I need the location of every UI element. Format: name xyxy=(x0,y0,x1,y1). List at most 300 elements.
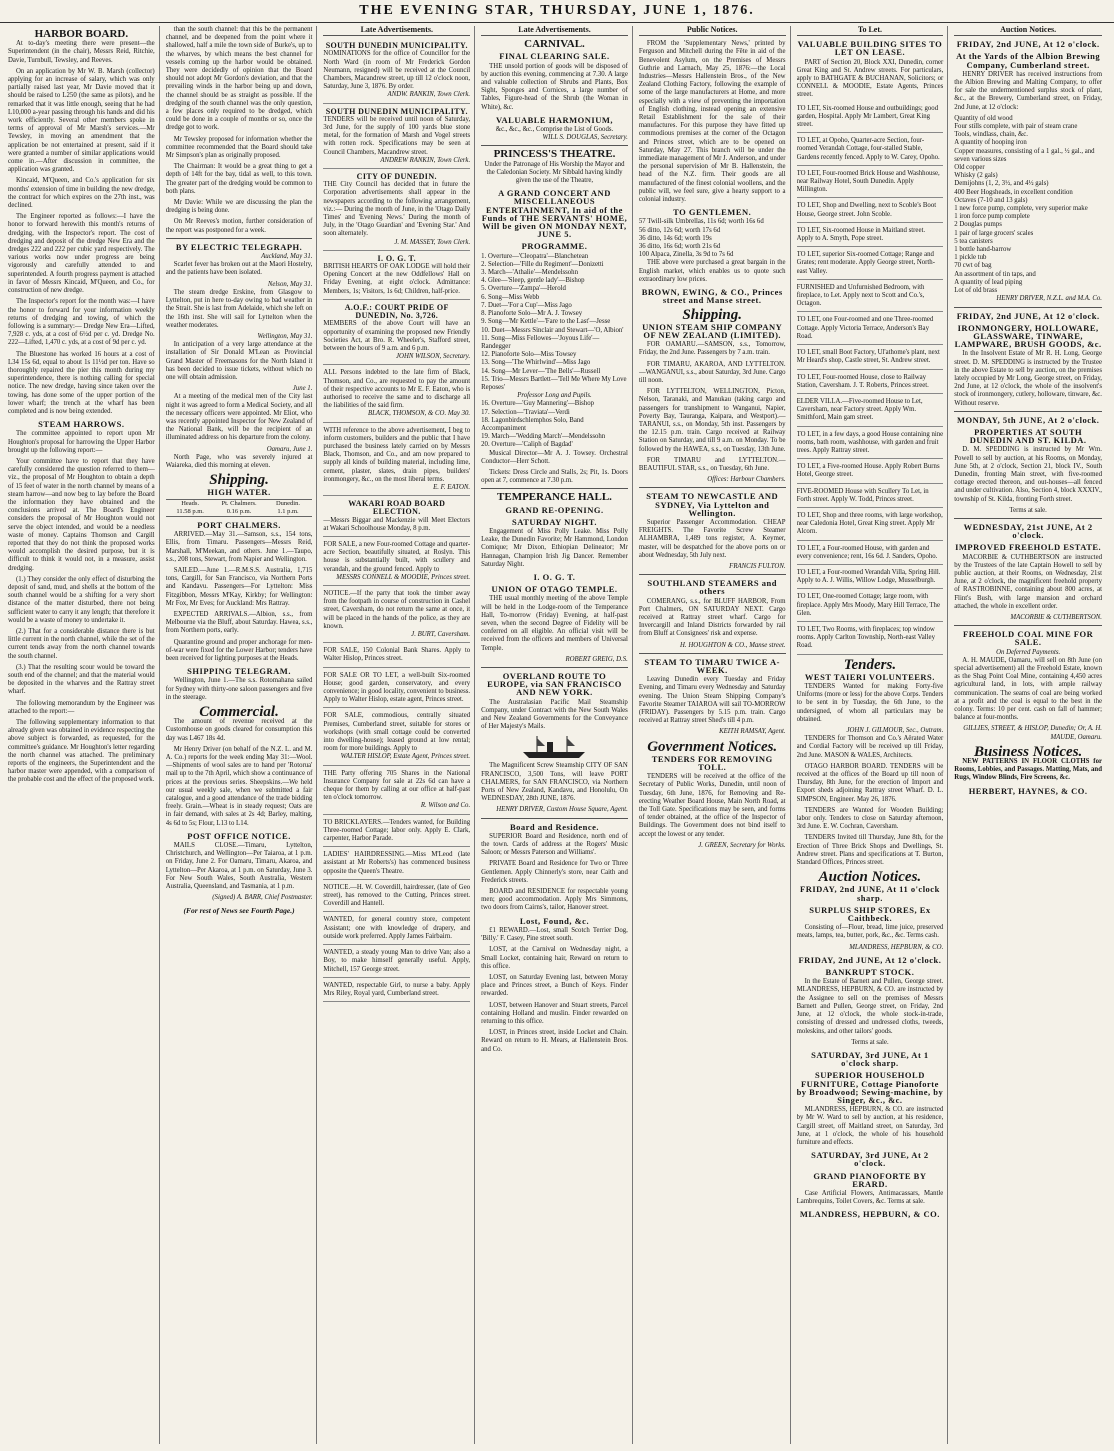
ad-body: WANTED, respectable Girl, to nurse a baby. Apply Mrs Riley, Royal yard, Cumberland street. xyxy=(323,981,471,997)
albion-brewery-heading: At the Yards of the Albion Brewing Company, Cumberland street. xyxy=(956,51,1101,70)
paragraph: TENDERS are Wanted for Wooden Building; labor only. Tenders to close on Saturday afternoon, 3rd June. E. W. Cochran, Caversham. xyxy=(796,806,944,831)
paragraph: Case Artificial Flowers, Antimacassars, Mantle Lambrequins, Toilet Covers, &c. Terms at sale. xyxy=(796,1189,944,1206)
divider xyxy=(166,238,313,239)
steam-harrows-heading: STEAM HARROWS. xyxy=(38,419,125,430)
paragraph: The Bluestone has worked 16 hours at a cost of L34 15s 6d, equal to about 1s 11½d per ton. Have so thoroughly repaired the pier this month during my superintendence, there is nothing calling for special notice. The new dredge, having since taken over the towing, has done some of the upper portion of the lower wharf; the trench at the wharf has been completed and is now being extended. xyxy=(8,350,155,415)
programme-item: 14. Song—Mr Lever—'The Bells'—Russell xyxy=(481,367,601,375)
paragraph: TENDERS for Thomson and Co.'s Aërated Water and Cordial Factory will be received up till Friday, 2nd June. MASON & WALES, Architects. xyxy=(796,735,944,759)
ad-body: NOTICE.—If the party that took the timber away from the footpath in course of construction in Cashel street, Caversham, do not return the same at once, it will be placed in the hands of the police, as they are known. xyxy=(323,589,471,630)
price-item: 36 ditto, 16s 6d; worth 21s 6d xyxy=(638,243,721,251)
steamship-icon xyxy=(519,734,589,760)
signature: MLANDRESS, HEPBURN, & CO. xyxy=(849,943,944,951)
signature: FRANCIS FULTON. xyxy=(729,562,786,570)
column-2 xyxy=(166,26,318,1444)
paragraph: Mr Tewsley proposed for information whether the committee recommended that the Board should take Mr Simpson's plan as originally proposed. xyxy=(165,135,313,160)
list-item: Octaves (7-10 and 13 gals) xyxy=(954,196,1028,204)
price-item: 57 Twill-silk Umbrellas, 11s 6d; worth 16s 6d xyxy=(638,218,764,226)
ad-body: —Messrs Biggar and Mackenzie will Meet Electors at Wakari Schoolhouse Monday, 8 p.m. xyxy=(323,516,471,532)
signature: JOHN J. GILMOUR, Sec., Outram. xyxy=(846,727,944,734)
auction-date: SATURDAY, 3rd JUNE, At 2 o'clock. xyxy=(811,1150,929,1169)
tide-place: Dunedin. xyxy=(275,499,300,507)
tide-place: Pt. Chalmers. xyxy=(221,499,257,507)
list-item: TO LET, small Boot Factory, Ul'athome's plant, next Mr Heard's shop, Castle street, St. Andrew street. xyxy=(797,347,944,369)
telegram-place: Nelson, May 31. xyxy=(267,280,313,288)
advertisement xyxy=(323,425,470,497)
paragraph: Mr Henry Driver (on behalf of the N.Z. L. and M. A. Co.) reports for the week ending May 31:—Wool.—Shipments of wool sales are to hand per 'Rotorua' mail up to the 7th April, which show a continuance of prices at the previous series. Sheepskins.—We held our usual weekly sale, when we submitted a fair catalogue, and a good attendance of the trade bidding freely. Grain.—Wheat is in steady request; Oats are in fair demand, with sales at 2s 4d; Barley, malting, 4s 6d to 5s; Flour, L13 to L14. xyxy=(165,745,313,827)
harbor-board-article xyxy=(8,40,155,784)
paragraph: On Mr Reeves's motion, further consideration of the report was postponed for a week. xyxy=(165,218,313,234)
ad-title: WAKARI ROAD BOARD ELECTION. xyxy=(348,499,446,517)
ad-signature: R. Wilson and Co. xyxy=(420,802,471,810)
government-notices-heading: Government Notices. xyxy=(647,738,778,755)
list-item: TO LET, a Four-roomed Verandah Villa, Spring Hill. Apply to A. J. Willis, Willow Lodge, Musselburgh. xyxy=(797,567,944,589)
auction-date: WEDNESDAY, 21st JUNE, At 2 o'clock. xyxy=(963,521,1093,541)
paragraph: THE unsold portion of goods will be disposed of by auction this evening, commencing at 7.30. A large and valuable collection of Shrubs and Plants, Box Sight, Sponges and Cornices, a large number of Tables, Figure-head of the Shrub (the Woman in White), &c. xyxy=(481,62,628,111)
shipping-heading: Shipping. xyxy=(209,472,269,489)
ad-signature: JOHN WILSON, Secretary. xyxy=(396,353,471,361)
list-item: TO LET, Four-roomed Brick House and Washhouse, near Railway Hotel, South Dunedin. Apply Millington. xyxy=(797,168,944,199)
list-item: 1 pair of large grocers' scales xyxy=(954,229,1034,237)
harbor-board-heading: HARBOR BOARD. xyxy=(34,28,129,40)
ad-signature: ANDREW RANKIN, Town Clerk. xyxy=(380,156,471,164)
signature: MLANDRESS, HEPBURN, & CO. xyxy=(799,1209,940,1220)
programme-item: 1. Overture—'Cleopatra'—Blanchetean xyxy=(481,252,589,260)
ad-title: A.O.F.: COURT PRIDE OF DUNEDIN, No. 3,726. xyxy=(344,302,449,321)
volunteers-heading: WEST TAIERI VOLUNTEERS. xyxy=(804,671,935,682)
price-item: 56 ditto, 12s 6d; worth 17s 6d xyxy=(638,226,721,234)
theatre-heading: PRINCESS'S THEATRE. xyxy=(493,148,616,161)
ad-body: FOR SALE OR TO LET, a well-built Six-roomed House; good garden, conservatory, and every convenience; in good locality, convenient to business. Apply to Walter Hislop, estate agent, Princes street. xyxy=(323,671,471,704)
southland-heading: SOUTHLAND STEAMERS and others xyxy=(647,578,777,597)
programme-item: 6. Song—Miss Webb xyxy=(481,293,540,301)
advertisement xyxy=(323,710,470,765)
paragraph: The Chairman: It would be a great thing to get a depth of 14ft for the bay, tidal as well, to this town. The greater part of the dredging would be common to both plans. xyxy=(165,163,313,195)
list-item: FIVE-ROOMED House with Scullery To Let, in Forth street. Apply W. Todd, Princes street. xyxy=(797,486,944,508)
list-item: 5 tea canisters xyxy=(954,237,993,245)
programme-item: 2. Selection—'Fille du Regiment'—Donizetti xyxy=(481,260,604,268)
paragraph: TENDERS Wanted for making Forty-five Uniforms (more or less) for the above Corps. Tenders to be sent in by Tuesday, the 6th June, to the undersigned, of whom all particulars may be obtained. xyxy=(796,682,944,723)
auction-date: FRIDAY, 2nd JUNE, At 12 o'clock. xyxy=(956,39,1100,50)
ad-body: BRITISH HEARTS OF OAK LODGE will hold their Opening Concert at the new Oddfellows' Hall on Friday Evening, at eight o'clock. Admittance: Members, 1s; Visitors, 1s 6d; Children, half-price. xyxy=(323,263,471,295)
list-item: 400 Beer Hogsheads, in excellent condition xyxy=(954,188,1073,196)
paragraph: FOR LYTTELTON, WELLINGTON, Picton, Nelson, Taranaki, and Manukau (taking cargo and passengers for transhipment to Wanganui, Napier, Poverty Bay, Tauranga, Kaipara, and Westport).—TARANUI, s.s., on Monday, 5th inst. Passengers by the 12.15 p.m. train. Cargo received at Railway Station on Saturday, and till 9 a.m. on Monday. To be followed by the HAWEA, s.s., on Tuesday, 13th June. xyxy=(638,388,786,453)
programme-item: 19. March—'Wedding March'—Mendelssohn xyxy=(481,433,606,441)
ad-body: WITH reference to the above advertisement, I beg to inform customers, builders and the public that I have purchased the business lately carried on by Messrs Black, Thomson, and Co., and am now prepared to supply all kinds of building material, including lime, cement, plaster, slates, drain pipes, builders' ironmongery, &c., on the most liberal terms. xyxy=(323,426,471,483)
list-item: ELDER VILLA.—Five-roomed House to Let, Caversham, near Factory street. Apply Wm. Smithford, Main gam street. xyxy=(797,396,944,427)
tide-time: 11.58 p.m. xyxy=(176,507,204,515)
paragraph: A. H. MAUDE, Oamaru, will sell on 8th June (on special advertisement) all the Freehold Estate, known as the Shag Point Coal Mine, containing 4,450 acres agricultural land, in lots, with ample railway communication. The seams of coal are being worked at a profit and the coal is equal to the best in the colony. Terms: 10 per cent. cash on fall of hammer; balance at four-months. xyxy=(954,656,1102,722)
commercial-heading: Commercial. xyxy=(199,704,279,721)
shipping-telegram-heading: SHIPPING TELEGRAM. xyxy=(187,666,291,677)
ad-title: SOUTH DUNEDIN MUNICIPALITY. xyxy=(325,41,468,51)
ad-title: CITY OF DUNEDIN. xyxy=(356,172,437,182)
paragraph: ARRIVED.—May 31.—Samson, s.s., 154 tons, Ellis, from Timaru. Passengers—Messrs Reid, Marshall, M'Meekan, and others. June 1.—Taupo, s.s., 208 tons, Stewart, from Napier and Wellington. xyxy=(165,531,313,563)
paragraph: Quarantine ground and proper anchorage for men-of-war were fixed for the Lower Harbor; tenders have been received for lighting purposes at the Heads. xyxy=(165,638,313,663)
paragraph: OTAGO HARBOR BOARD. TENDERS will be received at the offices of the Board up till noon of Thursday, 8th June, for the erection of Import and Export sheds adjoining Rattray street Wharf. D. L. SIMPSON, Engineer. May 26, 1876. xyxy=(796,762,944,803)
advertisement xyxy=(323,588,470,643)
timaru-heading: STEAM TO TIMARU TWICE A-WEEK. xyxy=(644,656,780,676)
section-header: Late Advertisements. xyxy=(323,26,470,36)
harmonium-text: &c., &c., &c., Comprise the List of Goods. xyxy=(495,126,614,134)
ad-body: NOTICE.—H. W. Coverdill, hairdresser, (late of Geo street), has removed to the Cutting, Princes street. Coverdill and Hantell. xyxy=(323,883,471,908)
paragraph: Leaving Dunedin every Tuesday and Friday Evening, and Timaru every Wednesday and Saturday evening. The Union Steam Shipping Company's Favorite Steamer TAIAROA will sail TO-MORROW (FRIDAY). Passengers by 5.15 p.m. train. Cargo received at Rattray street Shed's till 4 p.m. xyxy=(638,676,786,725)
advertisement xyxy=(323,980,470,1002)
paragraph: EXPECTED ARRIVALS.—Albion, s.s., from Melbourne via the Bluff, about Saturday. Hawea, s.s., from Northern ports, early. xyxy=(165,611,313,635)
advertisement xyxy=(323,645,470,667)
tide-table xyxy=(166,499,313,517)
ad-signature: WALTER HISLOP, Estate Agent, Princes street. xyxy=(340,753,471,761)
ad-signature: E. F. EATON. xyxy=(433,483,471,491)
telegram-text: North Page, who was severely injured at Waiareka, died this morning at eleven. xyxy=(165,453,313,469)
advertisement xyxy=(323,817,470,848)
signature: WILL S. DOUGLAS, Secretary. xyxy=(542,134,628,142)
ad-body: FOR SALE, commodious, centrally situated Premises, Cumberland street, suitable for stores or workshops (with small cottage could be converted into dwelling-house); leased ground at low rental; room for more buildings. Apply to xyxy=(323,712,471,753)
list-item: 1 iron force pump complete xyxy=(954,213,1030,221)
coal-mine-heading: FREEHOLD COAL MINE FOR SALE. xyxy=(963,629,1094,648)
paragraph: LOST, in Princes street, inside Locket and Chain. Reward on return to H. Mears, at Hallenstein Bros. and Co. xyxy=(481,1029,628,1053)
paragraph: NEW PATTERNS IN FLOOR CLOTHS for Rooms, Lobbies, and Passages. Matting, Mats, and Rugs, Window Blinds, Fire Screens, &c. xyxy=(954,758,1102,782)
paragraph: (2.) That for a considerable distance there is but little current in the north channel, while the set of the current tends away from the north channel towards the south channel. xyxy=(8,628,155,660)
list-item: TO LET, at Opoho, Quarter-acre Section, four-roomed Verandah Cottage, four-stalled Stable, Gardens recently fenced. Apply to W. Carey, Opoho. xyxy=(797,135,944,166)
tide-time: 0.16 p.m. xyxy=(226,507,252,515)
columns-grid xyxy=(8,26,1106,1444)
ad-body: ALL Persons indebted to the late firm of Black, Thomson, and Co., are requested to pay the amount of their respective accounts to Mr E. F. Eaton, who is authorised to receive the same and to discharge all the liabilities of the said firm. xyxy=(323,369,471,410)
paragraph: Your committee have to report that they have carefully considered the question referred to them—viz., the proposal of Mr Houghton to obtain a depth of 15 feet of water in the north channel by means of a steam harrow—and now beg to lay before the Board the information they have obtained and the conclusions arrived at. The Board's Engineer considers the proposal of Mr Houghton would not serve the object intended, and would be a needless waste of money. Captains Thomson and Cargill reported that they do not think the proposed works would accomplish the desired purpose, but it is difficult to think it would not, in a measure, assist dredging. xyxy=(8,457,155,572)
paragraph: Musical Director—Mr A. J. Towsey. Orchestral Conductor—Herr Schott. xyxy=(481,449,628,465)
auction-date: FRIDAY, 2nd JUNE, At 12 o'clock. xyxy=(798,954,942,965)
signature: KEITH RAMSAY, Agent. xyxy=(719,728,786,736)
continued-note: (For rest of News see Fourth Page.) xyxy=(183,905,295,915)
programme-item: 17. Selection—'Traviata'—Verdi xyxy=(481,408,570,416)
list-item: 70 cwt of bag xyxy=(954,262,992,270)
union-company-heading: UNION STEAM SHIP COMPANY OF NEW ZEALAND (LIMITED). xyxy=(642,321,783,340)
paragraph: THE usual monthly meeting of the above Temple will be held in the Lodge-room of the Temperance Hall, To-morrow (Friday) Evening, at half-past seven, when the second Degree of Fidelity will be conferred on all eligible. An official visit will be received from the officers and members of Universal Temple. xyxy=(481,595,628,652)
paragraph: MACORBIE & CUTHBERTSON are instructed by the Trustees of the late Captain Howell to sell by public auction, at their Rooms, on Wednesday, 21st June, at 2 o'clock, the magnificent freehold property of RASTROBINNE, containing about 800 acres, at Flint's Bush, with large mansion and orchard attached, the whole in excellent order. xyxy=(954,553,1102,610)
temperance-night: SATURDAY NIGHT. xyxy=(512,516,597,527)
iogt-subheading: UNION OF OTAGO TEMPLE. xyxy=(491,584,618,595)
divider xyxy=(954,518,1102,519)
list-item: FURNISHED and Unfurnished Bedroom, with fireplace, to Let. Apply next to Scott and Co.'s, Octagon. xyxy=(797,282,944,313)
programme-item: 18. Lagonbirdschlemphos Solo, Band Accompaniment xyxy=(481,416,584,432)
coal-subheading: On Deferred Payments. xyxy=(996,648,1061,656)
list-item: TO LET, superior Six-roomed Cottage; Range and Grates; rent moderate. Apply George street, North-east Valley. xyxy=(797,249,944,280)
ad-body: MEMBERS of the above Court will have an opportunity of examining the proposed new Friendly Societies Act, at Bro. R. Wheeler's, Stafford street, between the hours of 9 a.m. and 6 p.m. xyxy=(323,320,471,352)
signature: Offices: Harbour Chambers. xyxy=(707,476,786,484)
list-item: TO LET, a Five-roomed House. Apply Robert Burns Hotel, George street. xyxy=(797,461,944,483)
furniture-heading: SUPERIOR HOUSEHOLD FURNITURE, Cottage Pianoforte by Broadwood; Sewing-machine, by Singer, &c., &c. xyxy=(796,1070,944,1105)
programme-item: 11. Song—Miss Fellowes—'Joyous Life'—Randegger xyxy=(481,334,600,350)
paragraph: LOST, between Hanover and Stuart streets, Parcel containing Holland and muslin. Finder rewarded on returning to this office. xyxy=(481,1001,628,1025)
programme-item: 16. Overture—'Guy Mannering'—Bishop xyxy=(481,400,595,408)
list-item: 1 pickle tub xyxy=(954,254,987,262)
high-water-heading: HIGH WATER. xyxy=(207,487,271,498)
paragraph: Consisting of—Flour, bread, lime juice, preserved meats, lamps, tea, butter, pork, &c., &c. Terms cash. xyxy=(796,924,944,940)
paragraph: FOR TIMARU and LYTTELTON.—BEAUTIFUL STAR, s.s., on Tuesday, 6th June. xyxy=(638,456,786,472)
ad-body: THE City Council has decided that in future the Corporation advertisements shall appear in the newspapers according to the following arrangement, viz.:— During the month of June, in the 'Otago Daily Times' and 'Evening News.' During the month of July, in the 'Otago Guardian' and 'Evening Star.' And soon alternately. xyxy=(323,181,471,238)
paragraph: The Engineer reported as follows:—I have the honor to forward herewith this month's returns of dredging, with the Inspector's report. The cost of dredging and deposit of the dredge New Era and the dredges 222 and 222 per cubic yard respectively. The various works now under progress are being vigorously and carefully attended to and superintended. A fourth progress payment is attached in favor of Messrs Kincaid, M'Queen, and Co., for construction of new dredge. xyxy=(8,213,155,295)
column-5 xyxy=(639,26,791,1444)
column-7 xyxy=(954,26,1106,1444)
programme-item: 8. Pianoforte Solo—Mr A. J. Towsey xyxy=(481,310,583,318)
divider xyxy=(481,488,628,489)
paragraph: HENRY DRIVER has received instructions from the Albion Brewing and Malting Company, to offer for sale the undermentioned surplus stock of plant, &c., at the Brewery, Cumberland street, on Friday, 2nd June, at 12 o'clock: xyxy=(954,70,1102,111)
divider xyxy=(954,411,1102,412)
paragraph: £1 REWARD.—Lost, small Scotch Terrier Dog, 'Billy.' F. Casey, Pine street south. xyxy=(481,926,628,943)
ad-body: WANTED, a steady young Man to drive Van; also a Boy, to make himself generally useful. Apply, Mitchell, 157 George street. xyxy=(323,949,471,973)
list-item: TO LET, one Four-roomed and one Three-roomed Cottage. Apply Victoria Terrace, Anderson's Bay Road. xyxy=(797,314,944,345)
telegram-place: June 1. xyxy=(292,385,313,393)
list-item: TO LET, Shop and Dwelling, next to Scoble's Boot House, George street. John Scoble. xyxy=(797,200,944,222)
paragraph: Engagement of Miss Polly Leake. Miss Polly Leake, the Dunedin Favorite; Mr Hammond, London Comique; Mr Dixon, Ethiopian Delineator; Mr Hannagan, Champion Irish Jig Dancer. Remember Saturday Night. xyxy=(481,527,628,568)
to-let-list xyxy=(797,103,944,655)
section-header: Auction Notices. xyxy=(954,26,1102,36)
auction-notices-heading: Auction Notices. xyxy=(818,869,922,886)
paragraph: THE above were purchased a great bargain in the English market, which enables us to quote such extraordinary low prices. xyxy=(638,259,786,283)
list-item: Whisky (2 gals) xyxy=(954,172,998,180)
programme-item: 15. Trio—Messrs Bartlett—'Tell Me Where My Love Reposes' xyxy=(481,375,627,391)
ad-body: LADIES' HAIRDRESSING.—Miss M'Leod (late assistant at Mr Roberts's) has commenced business opposite the Queen's Theatre. xyxy=(323,851,471,875)
paragraph: Superior Passenger Accommodation. CHEAP FREIGHTS. The Favorite Screw Steamer ALHAMBRA, 1,489 tons register, A. Keymer, master, will be despatched for the above ports on or about Wednesday, 5th July next. xyxy=(638,518,786,559)
theatre-text: Under the Patronage of His Worship the Mayor and the Caledonian Society. Mr Sibbald having kindly given the use of the Theatre, xyxy=(484,160,625,185)
paragraph: MAILS CLOSE.—Timaru, Lyttelton, Christchurch, and Wellington—Per Taiaroa, at 1 p.m. on Friday, June 2. For Oamaru, Timaru, Akaroa, and Lyttelton—Per Akaroa, at 1 p.m. on Saturday, June 3. For New South Wales, South Australia, Western Australia, Queensland, and Tasmania, at 1 p.m. xyxy=(165,842,313,891)
telegram-place: Wellington, May 31. xyxy=(257,332,313,340)
list-item: TO LET, a Four-roomed House, with garden and every convenience; rent, 16s 6d. J. Sanders, Opoho. xyxy=(797,543,944,565)
ad-body: TO BRICKLAYERS.—Tenders wanted, for Building Three-roomed Cottage; labor only. Apply E. Clark, carpenter, Harbor Parade. xyxy=(323,818,471,843)
ad-title: SOUTH DUNEDIN MUNICIPALITY. xyxy=(325,106,468,116)
paragraph: The Magnificent Screw Steamship CITY OF SAN FRANCISCO, 3,500 Tons, will leave PORT CHALMERS, for SAN FRANCISCO, via Northern Ports of New Zealand, Kandavu, and Honolulu, On WEDNESDAY, 28th JUNE, 1876. xyxy=(481,762,628,803)
ad-body: THE Party offering 705 Shares in the National Insurance Company for sale at 22s 6d can have a cheque for them by calling at our office at half-past ten o'clock tomorrow. xyxy=(323,769,471,802)
advertisement xyxy=(323,498,470,537)
divider xyxy=(954,625,1102,626)
paragraph: LOST, at the Carnival on Wednesday night, a Small Locket, containing hair, Reward on return to this office. xyxy=(481,946,628,970)
paragraph: Mr Davie: While we are discussing the plan the dredging is being done. xyxy=(165,199,313,215)
list-item: 1 new force pump, complete, very superior make xyxy=(954,205,1088,213)
divider xyxy=(639,487,786,488)
port-chalmers-heading: PORT CHALMERS. xyxy=(197,519,281,530)
divider xyxy=(481,818,628,819)
list-item: A quantity of hooping iron xyxy=(954,139,1027,147)
list-item: TO LET, in a few days, a good House containing nine rooms, bath room, washhouse, with garden and fruit trees. Apply Rattray street. xyxy=(797,429,944,460)
masthead: THE EVENING STAR, THURSDAY, JUNE 1, 1876. xyxy=(0,0,1114,23)
paragraph: Kincaid, M'Queen, and Co.'s application for six months' extension of time in building the new dredge, the contract for which expires on the 27th inst., was declined. xyxy=(8,177,155,210)
list-item: Four stills complete, with pair of steam crane xyxy=(954,123,1078,131)
paragraph: SUPERIOR Board and Residence, north end of the town. Cards of address at the Rogers' Music Saloon; or Messrs Paterson and Williams'. xyxy=(481,832,628,857)
paragraph: SAILED.—June 1.—R.M.S.S. Australia, 1,715 tons, Cargill, for San Francisco, via Northern Ports and Kandavu. Passengers—For Lyttelton: Miss Fitzgibbon, Messrs M'Kay, Kirkby; for Wellington: Mr Fox, Mr Eves; for Auckland: Mrs Rattray. xyxy=(165,566,313,607)
auction-date: SATURDAY, 3rd JUNE, At 1 o'clock sharp. xyxy=(811,1049,929,1069)
terms: Terms at sale. xyxy=(851,1038,889,1046)
advertisement xyxy=(323,947,470,978)
iogt-heading: I. O. G. T. xyxy=(533,571,576,582)
advertisement xyxy=(323,367,470,422)
ad-body: FOR SALE, a new Four-roomed Cottage and quarter-acre Section, beautifully situated, at Roslyn. This house is substantially built, with scullery and verandah, and the ground fenced. Apply to xyxy=(323,540,471,573)
list-item: A quantity of lead piping xyxy=(954,278,1023,286)
advertisement xyxy=(323,302,470,365)
paragraph: (1.) They consider the only effect of disturbing the deposit of sand, mud, and shells at the bottom of the south channel would be a shifting for a very short distance of the matter disturbed, there not being sufficient water to carry it any length; that therefore it would be a waste of money to undertake it. xyxy=(8,575,155,624)
divider xyxy=(481,667,628,668)
telegram-text: In anticipation of a very large attendance at the installation of Sir Donald M'Lean as Provincial Grand Master of Freemasons for the North Island it has been decided to issue tickets, without which no one will obtain admission. xyxy=(165,341,313,381)
harmonium-heading: VALUABLE HARMONIUM, xyxy=(495,114,613,125)
list-item: Demijohns (1, 2, 3½, and 4½ gals) xyxy=(954,180,1049,188)
gentlemen-heading: TO GENTLEMEN. xyxy=(673,207,752,218)
advertisement xyxy=(323,106,470,169)
ad-body: WANTED, for general country store, competent Assistant; one with knowledge of drapery, and outside work preferred. Apply James Fairbairn. xyxy=(323,916,471,940)
telegram-text: The steam dredge Erskine, from Glasgow to Lyttelton, put in here to-day owing to bad weather in the Strait. She is last from Adelaide, which she left on the 16th inst. She will sail for Lyttelton when the weather moderates. xyxy=(165,288,313,329)
programme-item: 4. Glee—'Sleep, gentle lady'—Bishop xyxy=(481,277,585,285)
telegram-text: Scarlet fever has broken out at the Maori Hostelry, and the patients have been isolated. xyxy=(165,261,313,277)
surplus-stores-heading: SURPLUS SHIP STORES, Ex Caithbeck. xyxy=(809,904,931,924)
column-1 xyxy=(8,26,160,1444)
programme-list-part2 xyxy=(481,400,628,449)
list-item: TO LET, Six-roomed House and outbuildings; good garden, Hospital. Apply Mr Lambert, Great King street. xyxy=(797,103,944,134)
list-item: Copper measures, consisting of a 1 gal., ½ gal., and seven various sizes xyxy=(954,147,1095,163)
programme-item: 20. Overture—'Caliph of Bagdad' xyxy=(481,441,573,449)
bankrupt-stock-heading: BANKRUPT STOCK. xyxy=(825,967,915,978)
ad-signature: J. M. MASSEY, Town Clerk. xyxy=(394,238,471,246)
paragraph: FOR TIMARU, AKAROA, AND LYTTELTON.—WANGANUI, s.s., about Saturday, 3rd June. Cargo till noon. xyxy=(638,360,786,384)
list-item: TO LET, Two Rooms, with fireplaces; top window rooms. Apply Carlton Township, North-east Valley Road. xyxy=(797,624,944,655)
paragraph: The following memorandum by the Engineer was attached to the report:— xyxy=(8,699,155,715)
tide-place: Heads. xyxy=(181,499,200,507)
paragraph: PRIVATE Board and Residence for Two or Three Gentlemen. Apply Chinnerly's store, near Caith and Frederick streets. xyxy=(481,860,628,884)
shipping-heading: Shipping. xyxy=(682,306,743,323)
ad-body: FOR SALE, 150 Colonial Bank Shares. Apply to Walter Hislop, Princes street. xyxy=(323,647,471,663)
paragraph: In the Estate of Barnett and Pullen, George street. MLANDRESS, HEPBURN, & CO. are instructed by the Assignee to sell on the premises of Messrs Barnett and Pullen, George street, on Friday, 2nd June, at 12 o'clock, the whole stock-in-trade, consisting of dressed and undressed cloths, tweeds, moleskins, and other tailors' goods. xyxy=(796,978,944,1035)
price-list xyxy=(639,218,786,259)
piano-heading: GRAND PIANOFORTE BY ERARD. xyxy=(813,1170,927,1189)
list-item: Old copper xyxy=(954,164,985,172)
telegram-place: Auckland, May 31. xyxy=(261,253,313,261)
paragraph: FROM the 'Supplementary News,' printed by Ferguson and Mitchell during the Fête in aid of the Benevolent Asylum, on the Premises of Messrs Guthrie and Larnach, May 25, 1876:—the Local Industries—Messrs Hallenstein Bros., of the New Zealand Clothing Factory, following the example of some of the large manufacturers at Home, and more especially with a view of preventing the importation of English clothing, instead opening an extensive Retail Establishment for the sale of their manufactures. For this purpose they have fitted up commodious premises at the corner of the Octagon and Princes street, which are to be opened on Saturday, May 27. This branch will be under the immediate management of Mr J. Anderson, and under the personal supervision of Mr B. Hallenstein, the head of the N.Z. firm. Their goods are all manufactured of the finest colonial woollens, and the public will, we feel sure, give a hearty support to a colonial industry. xyxy=(638,40,786,204)
paragraph: COMERANG, s.s., for BLUFF HARBOR, From Port Chalmers, ON SATURDAY NEXT. Cargo received at Rattray street wharf. Cargo for Invercargill and Inland Districts forwarded by rail from Bluff at Consignees' risk and expense. xyxy=(638,597,786,638)
tenders-heading: Tenders. xyxy=(843,656,897,673)
telegram-place: Oamaru, June 1. xyxy=(266,445,313,453)
signature: MACORBIE & CUTHBERTSON. xyxy=(1010,614,1102,621)
concert-heading: A GRAND CONCERT AND MISCELLANEOUS ENTERTAINMENT, In aid of the Funds of THE SERVANTS' HOME, Will be given ON MONDAY NEXT, JUNE 5. xyxy=(481,188,628,240)
toll-tender-heading: TENDERS FOR REMOVING TOLL. xyxy=(651,753,773,773)
paragraph: D. M. SPEDDING is instructed by Mr Wm. Powell to sell by auction, at his Rooms, on Monday, June 5th, at 2 o'clock, Section 21, block IV., South Dunedin, fronting Main street, with five-roomed cottage erected thereon, and out-houses—all fenced and under cultivation. Also, Section 4, block XXXIV., township of St. Kilda, fronting Forth street. xyxy=(954,446,1102,503)
programme-item: 13. Song—'The Whirlwind'—Miss Jago xyxy=(481,359,591,367)
signature: (Signed) A. BARR, Chief Postmaster. xyxy=(212,894,313,902)
plant-list xyxy=(954,115,1102,295)
paragraph: Tickets: Dress Circle and Stalls, 2s; Pit, 1s. Doors open at 7, commence at 7.30 p.m. xyxy=(481,468,628,485)
paragraph: TENDERS will be received at the office of the Secretary of Public Works, Dunedin, until noon of Tuesday, 6th June, 1876, for Removing and Re-erecting Weather Board House, Main North Road, at the Toll Gate. Specifications may be seen, and forms of tender obtained, at the office of the Inspector of Buildings. The Government does not bind itself to accept the lowest or any tender. xyxy=(638,773,786,838)
divider xyxy=(639,574,786,575)
paragraph: TENDERS Invited till Thursday, June 8th, for the Erection of Three Brick Shops and Dwellings, St. Andrew street. Plans and specifications at T. Burton, Standard Offices, Princes street. xyxy=(796,834,944,867)
list-item: 1 bottle hand-barrow xyxy=(954,246,1012,254)
temperance-heading: TEMPERANCE HALL. xyxy=(497,491,612,504)
list-item: An assortment of tin taps, and xyxy=(954,270,1036,278)
advertisement xyxy=(323,40,470,103)
paragraph: MLANDRESS, HEPBURN, & CO. are instructed by Mr W. Ward to sell by auction, at his residence, Cargill street, off Maitland street, on Saturday, 3rd June, at 1 o'clock, the whole of his household furniture and effects. xyxy=(796,1106,944,1146)
carnival-heading: CARNIVAL. xyxy=(524,38,585,51)
programme-item: 3. March—'Athalie'—Mendelssohn xyxy=(481,269,578,277)
list-item: TO LET, Shop and three rooms, with large workshop, near Caledonia Hotel, Great King street. Apply Mr Alcorn. xyxy=(797,510,944,541)
advertisement xyxy=(323,882,470,913)
signature: J. GREEN, Secretary for Works. xyxy=(698,841,786,849)
paragraph: In the Insolvent Estate of Mr R. H. Long, George street. D. M. SPEDDING is instructed by the Trustee in the above Estate to sell by auction, on the premises lately occupied by Mr Long, George street, on Friday, 2nd June, at 12 o'clock, the whole of the insolvent's stock of ironmongery, cutlery, holloware, tinware, &c. Without reserve. xyxy=(954,350,1102,407)
ad-signature: BLACK, THOMSON, & CO. May 30. xyxy=(367,410,471,418)
programme-note: Professor Long and Pupils. xyxy=(517,392,592,400)
paragraph: The following supplementary information to that already given was obtained in evidence respecting the above subject is forwarded, as requested, for the committee's guidance. Mr Houghton's letter regarding the north channel was attached. The preliminary reports of the engineers, the Superintendent and the harbor master were appended, with a comparison of the probable cost and the effect of the proposed work. xyxy=(8,719,155,784)
telegram-list xyxy=(166,253,313,470)
paragraph: The Inspector's report for the month was:—I have the honor to forward for your information weekly returns of dredging and towing, of which the following is a summary:— Dredge New Era—Lifted, 7,928 c. yds, at a cost of 6½d per c. yd. Dredge No. 222—Lifted, 1,470 c. yds, at a cost of 9d per c. yd. xyxy=(8,298,155,347)
ad-title: I. O. G. T. xyxy=(377,253,417,263)
list-item: 2 Douglas pumps xyxy=(954,221,1002,229)
divider xyxy=(639,653,786,654)
telegram-text: At a meeting of the medical men of the City last night it was agreed to form a Medical Society, and all the necessary officers were appointed. Mr Eliot, who was recently appointed Inspector for New Zealand of the National Bank, will be the recipient of an illuminated address on his departure from the colony. xyxy=(165,393,313,442)
ad-signature: J. BURT, Caversham. xyxy=(411,631,471,638)
paragraph: PART of Section 20, Block XXI, Dunedin, corner Great King and St. Andrew streets. For particulars, apply to BATHGATE & BUCHANAN, Solicitors; or CONNELL & MOODIE, Estate Agents, Princes street. xyxy=(796,58,944,99)
programme-list xyxy=(481,253,628,392)
paragraph: The Australasian Pacific Mail Steamship Company, under Contract with the New South Wales and New Zealand Governments for the Conveyance of Her Majesty's Mails. xyxy=(481,698,628,731)
paragraph: The amount of revenue received at the Customhouse on goods cleared for consumption this day was L467 18s 4d. xyxy=(165,718,313,742)
list-item: TO LET, Four-roomed House, close to Railway Station, Caversham. J. T. Roberts, Princes street. xyxy=(797,372,944,394)
signature: H. HOUGHTON & CO., Manse street. xyxy=(680,641,786,649)
paragraph: Wellington, June 1.—The s.s. Rotomahana sailed for Sydney with thirty-one saloon passengers and five in the steerage. xyxy=(165,677,313,701)
divider xyxy=(481,145,628,146)
list-item: Tools, windlass, chain, &c. xyxy=(954,131,1028,139)
paragraph: BOARD and RESIDENCE for respectable young men; good accommodation. Apply Mrs Simmons, two doors from Cairns's, tailor, Hanover street. xyxy=(481,888,628,912)
column-6 xyxy=(797,26,949,1444)
list-item: TO LET, Six-roomed House in Maitland street. Apply to A. Smyth, Pope street. xyxy=(797,225,944,247)
advertisement xyxy=(323,171,470,251)
post-office-heading: POST OFFICE NOTICE. xyxy=(187,830,291,841)
advertisement xyxy=(323,670,470,709)
divider xyxy=(954,307,1102,308)
paragraph: At to-day's meeting there were present—the Superintendent (in the chair), Messrs Reid, Ritchie, Davie, Turnbull, Tewsley, and Reeves. xyxy=(8,40,155,64)
programme-heading: PROGRAMME. xyxy=(521,241,588,252)
ad-signature: ANDW. RANKIN, Town Clerk. xyxy=(387,91,471,99)
programme-item: 7. Duet—'For a Cup'—Miss Jago xyxy=(481,301,572,309)
building-sites-heading: VALUABLE BUILDING SITES TO LET ON LEASE. xyxy=(797,39,943,58)
advertisement xyxy=(323,539,470,586)
board-heading: Board and Residence. xyxy=(509,821,600,832)
lost-found-heading: Lost, Found, &c. xyxy=(519,915,590,926)
signature: HERBERT, HAYNES, & CO. xyxy=(968,785,1088,796)
list-item: Quantity of old wood xyxy=(954,114,1013,122)
paragraph: than the south channel: that this be the permanent channel, and be deepened from the point where it shallowed, half a mile the town side of Burke's, up to the wharves, by which means the best channel for vessels coming up the harbor would be obtained. They were decidedly of opinion that the Board should not adopt Mr Gordon's deviation, and that the prevailing winds in the harbor being up and down, the channel should be as straight as possible. If the dredging of the south channel was the only question, a few places only required to be dredged, which could be done in a couple of months or so, once the dredge got to work. xyxy=(165,26,313,132)
auction-date: FRIDAY, 2nd JUNE, At 12 o'clock. xyxy=(956,310,1100,321)
terms: Terms at sale. xyxy=(1009,506,1047,514)
paragraph: The committee appointed to report upon Mr Houghton's proposal for harrowing the Upper Harbor brought up the following report:— xyxy=(8,430,155,454)
ad-body: NOMINATIONS for the office of Councillor for the North Ward (in room of Mr Frederick Gordon Neumann, resigned) will be received at the Council Chambers, Macandrew street, up till 12 o'clock noon, Saturday, June 3, 1876. By order. xyxy=(323,50,471,91)
paragraph: FOR OAMARU.—SAMSON, s.s., Tomorrow, Friday, the 2nd June. Passengers by 7 a.m. train. xyxy=(638,341,786,357)
list-item: TO LET, One-roomed Cottage; large room, with fireplace. Apply Mrs Moody, Mary Hill Terrace, The Glen. xyxy=(797,591,944,622)
price-item: 36 ditto, 14s 6d; worth 19s xyxy=(638,234,712,242)
advertisement xyxy=(323,849,470,880)
section-header: Public Notices. xyxy=(639,26,786,36)
advertisement xyxy=(323,768,470,815)
auction-date: MONDAY, 5th JUNE, At 2 o'clock. xyxy=(956,414,1100,425)
paragraph: LOST, on Saturday Evening last, between Moray place and Princes street, a Bunch of Keys. Finder rewarded. xyxy=(481,973,628,998)
signature: GILLIES, STREET, & HISLOP, Dunedin; Or, A. H. MAUDE, Oamaru. xyxy=(963,725,1102,741)
freehold-heading: IMPROVED FREEHOLD ESTATE. xyxy=(955,542,1102,553)
newcastle-heading: STEAM TO NEWCASTLE AND SYDNEY, Via Lyttelton and Wellington. xyxy=(646,491,779,518)
advertisement xyxy=(323,914,470,945)
ironmongery-heading: IRONMONGERY, HOLLOWARE, GLASSWARE, TINWARE, LAMPWARE, BRUSH GOODS, &c. xyxy=(954,322,1102,350)
signature: HENRY DRIVER, N.Z.L. and M.A. Co. xyxy=(996,295,1102,303)
signature: ROBERT GREIG, D.S. xyxy=(565,655,628,663)
telegraph-heading: BY ELECTRIC TELEGRAPH. xyxy=(175,241,303,252)
section-header: To Let. xyxy=(797,26,944,36)
column-4 xyxy=(481,26,633,1444)
auction-date: FRIDAY, 2nd JUNE, At 11 o'clock sharp. xyxy=(800,884,940,903)
carnival-subheading: FINAL CLEARING SALE. xyxy=(499,51,610,62)
price-item: 100 Alpaca, Zinella, 3s 9d to 7s 6d xyxy=(638,251,734,259)
paragraph: (3.) That the resulting scour would be toward the south end of the channel; and that the material would be deposited in the wharves and the Rattray street wharf. xyxy=(8,663,155,696)
section-header: Late Advertisements. xyxy=(481,26,628,36)
temperance-subheading: GRAND RE-OPENING. xyxy=(505,504,604,515)
